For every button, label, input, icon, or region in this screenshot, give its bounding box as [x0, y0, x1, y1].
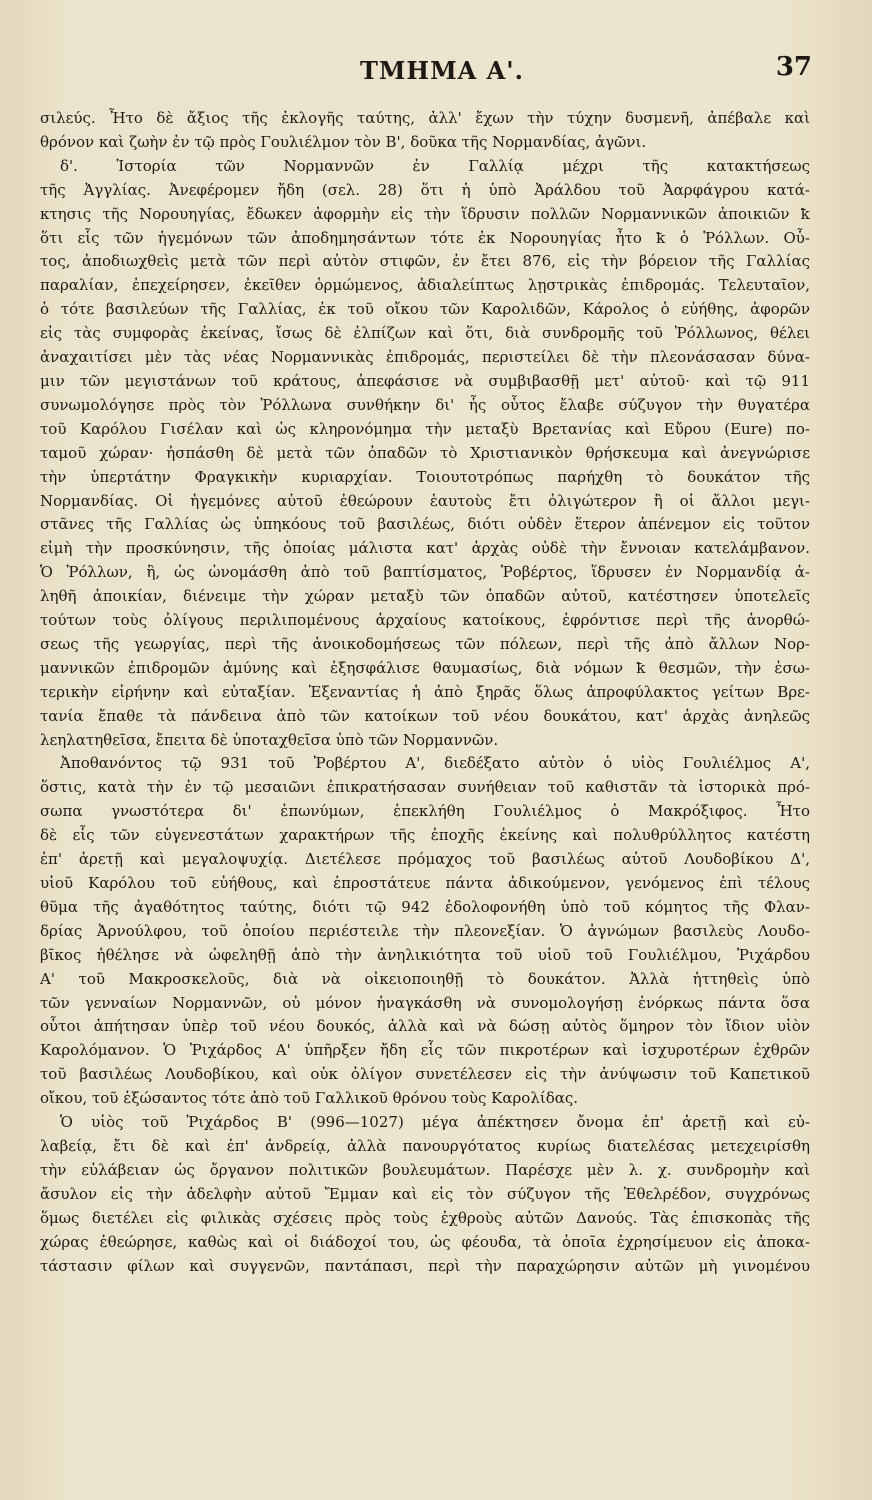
text-line: λεηλατηθεῖσα, ἔπειτα δὲ ὑποταχθεῖσα ὑπὸ τῶν Νορμαννῶν. [40, 730, 499, 749]
text-line: μιν τῶν μεγιστάνων τοῦ κράτους, ἀπεφάσισε νὰ συμβιβασθῇ μετ' αὐτοῦ· καὶ τῷ 911 [40, 371, 810, 390]
text-line: τάστασιν φίλων καὶ συγγενῶν, παντάπασι, περὶ τὴν παραχώρησιν αὐτῶν μὴ γινομένου [40, 1256, 810, 1275]
text-line: σεως τῆς γεωργίας, περὶ τῆς ἀνοικοδομήσεως τῶν πόλεων, περὶ τῆς ἀπὸ ἄλλων Νορ- [40, 634, 810, 653]
text-line: οἴκου, τοῦ ἐξώσαντος τότε ἀπὸ τοῦ Γαλλικοῦ θρόνου τοὺς Καρολίδας. [40, 1089, 579, 1108]
text-line: ὅτι εἷς τῶν ἡγεμόνων τῶν ἀποδημησάντων τότε ἐκ Νορουηγίας ἦτο ꝁ ὁ Ῥόλλων. Οὗ- [40, 228, 810, 247]
text-line: ὅμως διετέλει εἰς φιλικὰς σχέσεις πρὸς τοὺς ἐχθροὺς αὐτῶν Δανούς. Τὰς ἐπισκοπὰς τῆς [40, 1208, 810, 1227]
text-line: Ὁ υἱὸς τοῦ Ῥιχάρδος Β' (996—1027) μέγα ἀπέκτησεν ὄνομα ἐπ' ἀρετῇ καὶ εὐ- [60, 1113, 810, 1132]
text-line: Α' τοῦ Μακροσκελοῦς, διὰ νὰ οἰκειοποιηθῇ τὸ δουκάτον. Ἀλλὰ ἡττηθεὶς ὑπὸ [40, 969, 810, 988]
text-line: τῶν γενναίων Νορμαννῶν, οὐ μόνον ἠναγκάσθη νὰ συνομολογήσῃ ἐνόρκως πάντα ὅσα [40, 993, 810, 1012]
text-line: οὗτοι ἀπήτησαν ὑπὲρ τοῦ νέου δουκός, ἀλλὰ καὶ νὰ δώσῃ αὐτὸς ὅμηρον τὸν ἴδιον υἱὸν [40, 1017, 810, 1036]
running-title: ΤΜΗΜΑ Α'. [360, 56, 524, 85]
text-line: υἱοῦ Καρόλου τοῦ εὐήθους, καὶ ἐπροστάτευε πάντα ἀδικούμενον, γενόμενος ἐπὶ τέλους [40, 874, 810, 892]
text-line: κτησις τῆς Νορουηγίας, ἔδωκεν ἀφορμὴν εἰς τὴν ἵδρυσιν πολλῶν Νορμαννικῶν ἀποικιῶν ꝁ [40, 204, 810, 223]
text-line: Νορμανδίας. Οἱ ἡγεμόνες αὐτοῦ ἐθεώρουν ἑαυτοὺς ἔτι ὀλιγώτερον ἢ οἱ ἄλλοι μεγι- [40, 491, 810, 510]
text-line: ληθῆ ἀποικίαν, διένειμε τὴν χώραν μεταξὺ τῶν ὀπαδῶν αὐτοῦ, κατέστησεν ὑποτελεῖς [40, 587, 810, 606]
page-number: 37 [775, 52, 812, 82]
text-line: εἰμὴ τὴν προσκύνησιν, τῆς ὁποίας μάλιστα κατ' ἀρχὰς οὐδὲ τὴν ἔννοιαν κατελάμβανον. [40, 539, 810, 558]
text-line: βῖκος ἠθέλησε νὰ ὠφεληθῇ ἀπὸ τὴν ἀνηλικιότητα τοῦ υἱοῦ τοῦ Γουλιέλμου, Ῥιχάρδου [40, 945, 810, 964]
body-text [40, 107, 810, 1278]
text-line: ἀναχαιτίσει μὲν τὰς νέας Νορμαννικὰς ἐπιδρομάς, περιστείλει δὲ τὴν πλεονάσασαν δύνα- [40, 348, 810, 367]
text-line: τος, ἀποδιωχθεὶς μετὰ τῶν περὶ αὐτὸν στιφῶν, ἐν ἔτει 876, εἰς τὴν βόρειον τῆς Γαλλίας [40, 252, 810, 271]
text-line: συνωμολόγησε πρὸς τὸν Ῥόλλωνα συνθήκην δι' ἧς οὗτος ἔλαβε σύζυγον τὴν θυγατέρα [40, 395, 810, 414]
text-line: ὅστις, κατὰ τὴν ἐν τῷ μεσαιῶνι ἐπικρατήσασαν συνήθειαν τοῦ καθιστᾶν τὰ ἱστορικὰ πρό- [40, 778, 810, 797]
text-line: τερικὴν εἰρήνην καὶ εὐταξίαν. Ἐξεναντίας ἡ ἀπὸ ξηρᾶς ὅλως ἀπροφύλακτος γείτων Βρε- [40, 682, 810, 701]
text-line: τὴν ὑπερτάτην Φραγκικὴν κυριαρχίαν. Τοιουτοτρόπως παρήχθη τὸ δουκάτον τῆς [40, 467, 810, 486]
text-line: δρίας Ἀρνούλφου, τοῦ ὁποίου περιέστειλε τὴν πλεονεξίαν. Ὁ ἀγνώμων βασιλεὺς Λουδο- [40, 921, 810, 940]
text-line: χώρας ἐθεώρησε, καθὼς καὶ οἱ διάδοχοί του, ὡς φέουδα, τὰ ὁποῖα ἐχρησίμευον εἰς ἀποκα- [40, 1232, 810, 1251]
text-line: Καρολόμανον. Ὁ Ῥιχάρδος Α' ὑπῆρξεν ἤδη εἷς τῶν πικροτέρων καὶ ἰσχυροτέρων ἐχθρῶν [40, 1041, 810, 1060]
text-line: στᾶνες τῆς Γαλλίας ὡς ὑπηκόους τοῦ βασιλέως, διότι οὐδὲν ἕτερον ἀπένεμον εἰς τοῦτον [40, 515, 810, 534]
text-line: τοῦ βασιλέως Λουδοβίκου, καὶ οὐκ ὀλίγον συνετέλεσεν εἰς τὴν ἀνύψωσιν τοῦ Καπετικοῦ [40, 1065, 810, 1084]
text-line: θῦμα τῆς ἀγαθότητος ταύτης, διότι τῷ 942 ἐδολοφονήθη ὑπὸ τοῦ κόμητος τῆς Φλαν- [40, 897, 810, 916]
section-heading-line: δ'. Ἱστορία τῶν Νορμαννῶν ἐν Γαλλίᾳ μέχρι τῆς κατακτήσεως [60, 156, 810, 175]
text-line: ὁ τότε βασιλεύων τῆς Γαλλίας, ἐκ τοῦ οἴκου τῶν Καρολιδῶν, Κάρολος ὁ εὐήθης, ἀφορῶν [40, 300, 810, 319]
text-line: σωπα γνωστότερα δι' ἐπωνύμων, ἐπεκλήθη Γουλιέλμος ὁ Μακρόξιφος. Ἦτο [40, 802, 810, 821]
page-header [90, 52, 812, 88]
text-line: τῆς Ἀγγλίας. Ἀνεφέρομεν ἤδη (σελ. 28) ὅτι ἡ ὑπὸ Ἀράλδου τοῦ Ἀαρφάγρου κατά- [40, 180, 810, 199]
text-line: Ὁ Ῥόλλων, ἢ, ὡς ὠνομάσθη ἀπὸ τοῦ βαπτίσματος, Ῥοβέρτος, ἵδρυσεν ἐν Νορμανδίᾳ ἀ- [40, 563, 810, 582]
text-line: τανία ἔπαθε τὰ πάνδεινα ἀπὸ τῶν κατοίκων τοῦ νέου δουκάτου, κατ' ἀρχὰς ἀνηλεῶς [40, 706, 810, 725]
text-line: λαβείᾳ, ἔτι δὲ καὶ ἐπ' ἀνδρείᾳ, ἀλλὰ πανουργότατος κυρίως διατελέσας μετεχειρίσθη [40, 1136, 810, 1155]
text-line: δὲ εἷς τῶν εὐγενεστάτων χαρακτήρων τῆς ἐποχῆς ἐκείνης καὶ πολυθρύλλητος κατέστη [40, 826, 810, 845]
text-line: εἰς τὰς συμφορὰς ἐκείνας, ἴσως δὲ ἐλπίζων καὶ ὅτι, διὰ συνδρομῆς τοῦ Ῥόλλωνος, θέλει [40, 324, 810, 343]
text-line: παραλίαν, ἐπεχείρησεν, ἐκεῖθεν ὁρμώμενος, ἀδιαλείπτως λῃστρικὰς ἐπιδρομάς. Τελευταῖον, [40, 276, 810, 295]
text-line: τοῦ Καρόλου Γισέλαν καὶ ὡς κληρονόμημα τὴν μεταξὺ Βρετανίας καὶ Εὔρου (Eure) πο- [40, 419, 810, 438]
text-line: Ἀποθανόντος τῷ 931 τοῦ Ῥοβέρτου Α', διεδέξατο αὐτὸν ὁ υἱὸς Γουλιέλμος Α', [60, 754, 810, 773]
text-line: σιλεύς. Ἦτο δὲ ἄξιος τῆς ἐκλογῆς ταύτης, ἀλλ' ἔχων τὴν τύχην δυσμενῆ, ἀπέβαλε καὶ [40, 109, 810, 127]
text-line: ταμοῦ χώραν· ἠσπάσθη δὲ μετὰ τῶν ὀπαδῶν τὸ Χριστιανικὸν θρήσκευμα καὶ ἀνεγνώρισε [40, 443, 810, 462]
text-line: θρόνον καὶ ζωὴν ἐν τῷ πρὸς Γουλιέλμον τὸν Β', δοῦκα τῆς Νορμανδίας, ἀγῶνι. [40, 132, 647, 151]
text-line: ἐπ' ἀρετῇ καὶ μεγαλοψυχίᾳ. Διετέλεσε πρόμαχος τοῦ βασιλέως αὐτοῦ Λουδοβίκου Δ', [40, 850, 810, 869]
text-line: τούτων τοὺς ὀλίγους περιλιπομένους ἀρχαίους κατοίκους, ἐφρόντισε περὶ τῆς ἀνορθώ- [40, 611, 810, 630]
text-line: μαννικῶν ἐπιδρομῶν ἀμύνης καὶ ἐξησφάλισε θαυμασίως, διὰ νόμων ꝁ θεσμῶν, τὴν ἐσω- [40, 658, 810, 677]
text-line: ἄσυλον εἰς τὴν ἀδελφὴν αὐτοῦ Ἔμμαν καὶ εἰς τὸν σύζυγον τῆς Ἐθελρέδον, συγχρόνως [40, 1184, 810, 1203]
text-line: τὴν εὐλάβειαν ὡς ὄργανον πολιτικῶν βουλευμάτων. Παρέσχε μὲν λ. χ. συνδρομὴν καὶ [40, 1160, 810, 1179]
